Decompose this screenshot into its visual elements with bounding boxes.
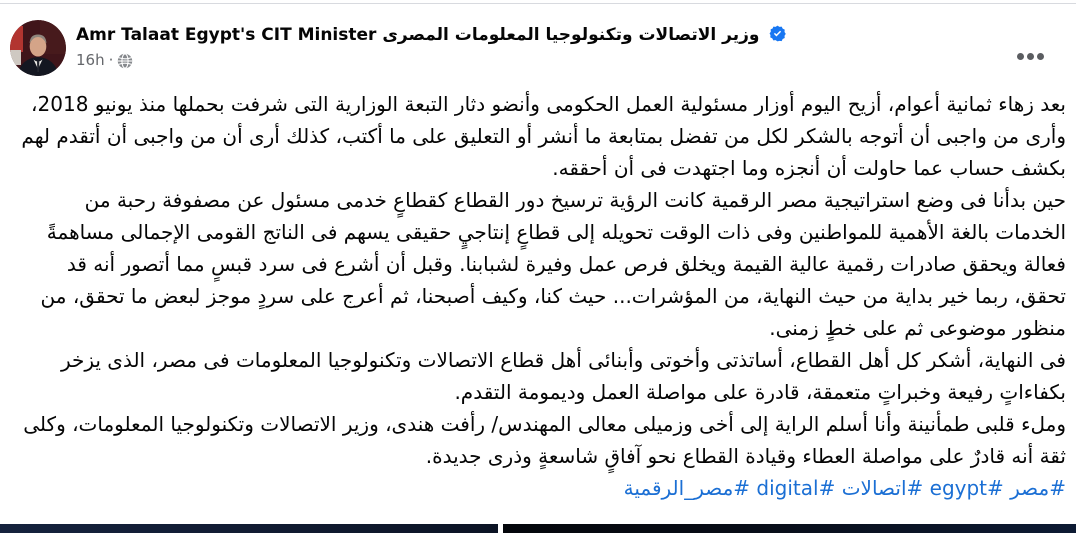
- post-meta: [76, 51, 786, 70]
- author-name[interactable]: Amr Talaat Egypt's CIT Minister وزير الاتصالات وتكنولوجيا المعلومات المصرى: [76, 25, 760, 45]
- post-header: [0, 0, 1076, 76]
- globe-icon: [117, 53, 133, 69]
- hashtag-link[interactable]: #egypt: [929, 476, 1004, 500]
- hashtag-link[interactable]: #مصر: [1010, 476, 1066, 500]
- post-paragraph: بعد زهاء ثمانية أعوام، أزيح اليوم أوزار مسئولية العمل الحكومى وأنضو دثار التبعة الوزارية التى شرفت بحملها منذ يونيو 2018، وأرى من واجبى أن أتوجه بالشكر لكل من تفضل بمتابعة ما أنشر أو التعليق على ما أكتب، كذلك أرى أن من واجبى أن أتقدم لهم بكشف حساب عما حاولت أن أنجزه وما اجتهدت فى أن أحققه.: [21, 92, 1066, 180]
- timestamp[interactable]: 16h: [76, 51, 105, 69]
- ellipsis-dot: [1017, 53, 1024, 60]
- post-attachments: [0, 524, 1076, 533]
- avatar-photo: [10, 20, 66, 76]
- hashtag-link[interactable]: #مصر_الرقمية: [623, 476, 751, 500]
- post-paragraph: وملء قلبى طمأنينة وأنا أسلم الراية إلى أخى وزميلى معالى المهندس/ رأفت هندى، وزير الاتصالات وتكنولوجيا المعلومات، وكلى ثقة أنه قادرٌ على مواصلة العطاء وقيادة القطاع نحو آفاقٍ شاسعةٍ وذرى جديدة.: [23, 412, 1066, 468]
- ellipsis-dot: [1037, 53, 1044, 60]
- hashtag-line: [10, 472, 1066, 504]
- post-body: [0, 88, 1076, 504]
- attached-photo-2[interactable]: [503, 524, 1076, 533]
- meta-separator: ·: [108, 51, 114, 69]
- attached-photo-1[interactable]: [0, 524, 498, 533]
- author-name-line: [76, 24, 786, 48]
- header-text: [76, 20, 786, 70]
- post-paragraph: حين بدأنا فى وضع استراتيجية مصر الرقمية كانت الرؤية ترسيخ دور القطاع كقطاعٍ خدمى مسئول عن مصفوفة رحبة من الخدمات بالغة الأهمية للمواطنين وفى ذات الوقت تحويله إلى قطاعٍ إنتاجيٍ حقيقى يسهم فى الناتج القومى الإجمالى مساهمةً فعالة ويحقق صادرات رقمية عالية القيمة ويخلق فرص عمل وفيرة لشبابنا. وقبل أن أشرع فى سرد قبسٍ مما أتصور أنه قد تحقق، ربما خير بداية من حيث النهاية، من المؤشرات... حيث كنا، وكيف أصبحنا، ثم أعرج على سردٍ موجز لبعض ما تحقق، من منظور موضوعى ثم على خطٍ زمنى.: [40, 188, 1066, 340]
- ellipsis-dot: [1027, 53, 1034, 60]
- hashtag-link[interactable]: #digital: [756, 476, 836, 500]
- author-avatar[interactable]: [10, 20, 66, 76]
- hashtag-link[interactable]: #اتصالات: [841, 476, 924, 500]
- verified-badge-icon: [769, 25, 786, 48]
- post-paragraph: فى النهاية، أشكر كل أهل القطاع، أساتذتى وأخوتى وأبنائى أهل قطاع الاتصالات وتكنولوجيا المعلومات فى مصر، الذى يزخر بكفاءاتٍ رفيعة وخبراتٍ متعمقة، قادرة على مواصلة العمل وديمومة التقدم.: [60, 348, 1066, 404]
- post-menu-button[interactable]: [1015, 51, 1046, 62]
